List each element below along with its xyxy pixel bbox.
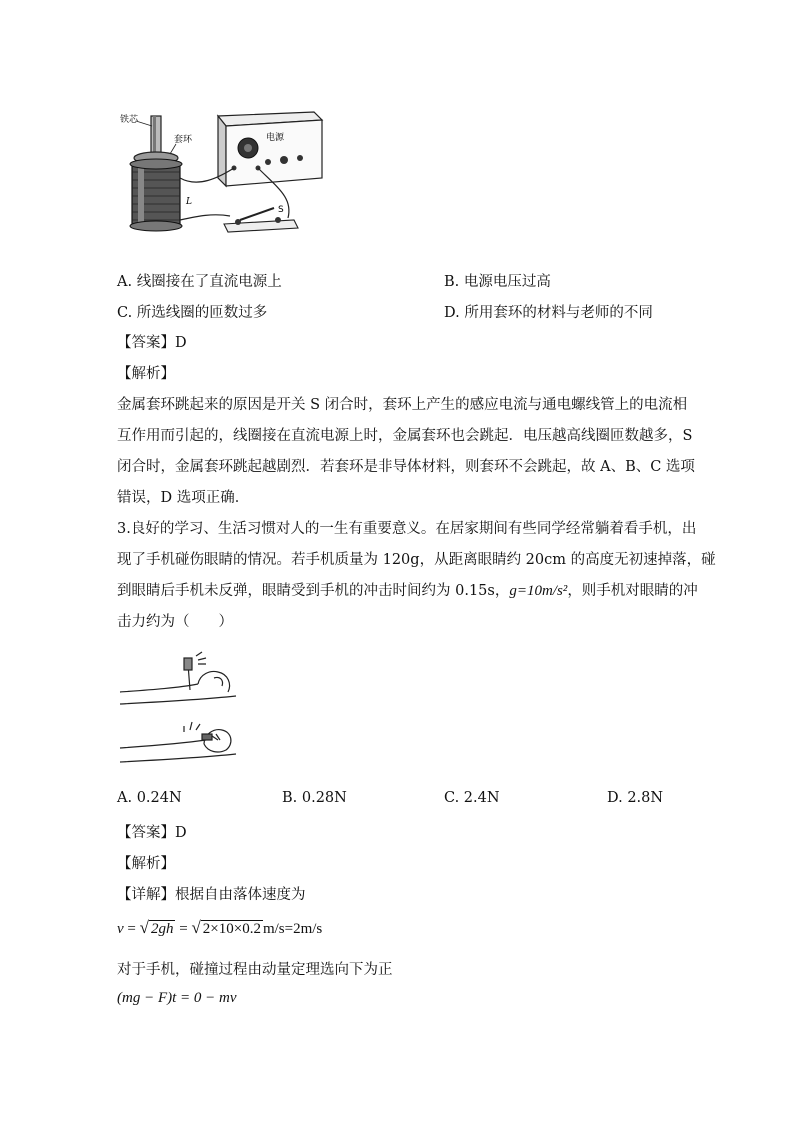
formula-v: v: [117, 921, 124, 937]
q3-option-d: D. 2.8N: [607, 790, 664, 806]
q3-analysis-title: 【解析】: [117, 856, 175, 872]
formula-eq-1: =: [127, 921, 136, 937]
q2-option-c: C. 所选线圈的匝数过多: [117, 305, 268, 321]
formula-rest: m/s=2m/s: [262, 921, 323, 937]
formula-velocity: [117, 918, 322, 938]
q2-option-d: D. 所用套环的材料与老师的不同: [444, 305, 653, 321]
phone-figure: [118, 650, 246, 772]
formula-sqrt-2: 2×10×0.2: [202, 921, 261, 937]
q2-analysis-line-3: 闭合时，金属套环跳起越剧烈．若套环是非导体材料，则套环不会跳起，故 A、B、C 选项: [117, 459, 695, 475]
q3-line-3-tail: ，则手机对眼睛的冲: [567, 583, 698, 599]
q3-gravity: g=10m/s²: [509, 583, 568, 599]
q3-text-2: 对于手机，碰撞过程由动量定理选向下为正: [117, 962, 393, 978]
q3-line-1: 3.良好的学习、生活习惯对人的一生有重要意义。在居家期间有些同学经常躺着看手机，出: [117, 521, 697, 537]
q2-answer: 【答案】D: [117, 335, 187, 351]
q3-line-3: [117, 579, 698, 600]
q2-option-b: B. 电源电压过高: [444, 274, 551, 290]
label-switch: S: [278, 205, 284, 215]
q3-option-c: C. 2.4N: [444, 790, 500, 806]
q3-option-b: B. 0.28N: [282, 790, 347, 806]
formula-momentum: (mg − F)t = 0 − mv: [117, 990, 237, 1006]
formula-eq-2: =: [179, 921, 188, 937]
sqrt-icon-2: √: [191, 918, 201, 937]
q3-line-2: 现了手机碰伤眼睛的情况。若手机质量为 120g，从距离眼睛约 20cm 的高度无初速掉落，碰: [117, 552, 716, 568]
formula-sqrt-1: 2gh: [150, 921, 174, 937]
sqrt-icon-1: √: [139, 918, 149, 937]
q3-option-a: A. 0.24N: [117, 790, 182, 806]
q2-analysis-title: 【解析】: [117, 366, 175, 382]
q3-line-4: 击力约为（ ）: [117, 614, 233, 630]
q2-analysis-line-4: 错误，D 选项正确．: [117, 490, 250, 506]
q2-analysis-line-2: 互作用而引起的，线圈接在直流电源上时，金属套环也会跳起．电压越高线圈匝数越多，S: [117, 428, 693, 444]
q3-answer: 【答案】D: [117, 825, 187, 841]
q2-option-a: A. 线圈接在了直流电源上: [117, 274, 282, 290]
q3-line-3-text: 到眼睛后手机未反弹，眼睛受到手机的冲击时间约为 0.15s，: [117, 583, 510, 599]
q2-analysis-line-1: 金属套环跳起来的原因是开关 S 闭合时，套环上产生的感应电流与通电螺线管上的电流相: [117, 397, 688, 413]
label-l: L: [186, 197, 192, 207]
apparatus-figure: [118, 108, 330, 240]
label-core: 铁芯: [120, 115, 139, 125]
label-ring: 套环: [174, 135, 193, 145]
q3-detail: 【详解】根据自由落体速度为: [117, 887, 306, 903]
label-power: 电源: [266, 133, 285, 143]
